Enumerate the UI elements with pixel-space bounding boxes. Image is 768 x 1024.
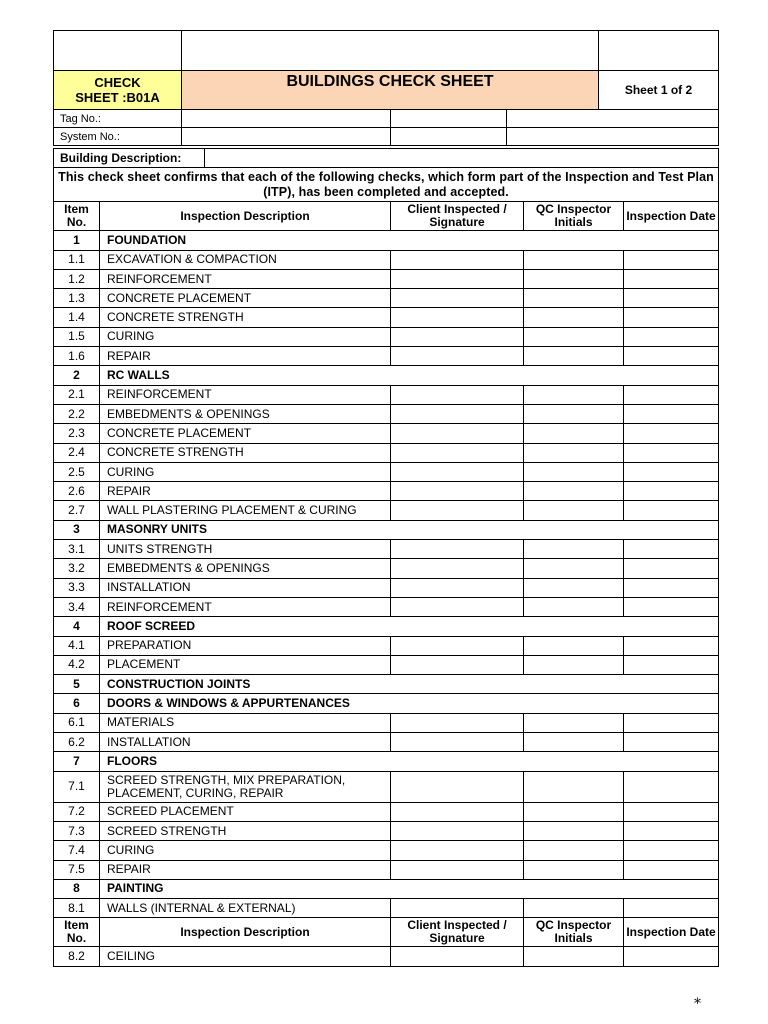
qc-initials-field[interactable] bbox=[524, 860, 624, 879]
table-row bbox=[54, 424, 719, 443]
qc-initials-field[interactable] bbox=[524, 404, 624, 423]
inspection-description: EMBEDMENTS & OPENINGS bbox=[100, 559, 391, 578]
table-row bbox=[54, 899, 719, 918]
col-header-qc-initials: QC Inspector Initials bbox=[524, 918, 624, 947]
table-row bbox=[54, 771, 719, 802]
inspection-date-field[interactable] bbox=[624, 269, 719, 288]
system-no-label: System No.: bbox=[54, 128, 182, 146]
client-signature-field[interactable] bbox=[391, 559, 524, 578]
item-number: 2.6 bbox=[54, 482, 100, 501]
tag-no-field[interactable] bbox=[182, 110, 391, 128]
inspection-date-field[interactable] bbox=[624, 462, 719, 481]
col-header-item-no: Item No. bbox=[54, 918, 100, 947]
qc-initials-field[interactable] bbox=[524, 578, 624, 597]
item-number: 3 bbox=[54, 520, 100, 539]
client-signature-field[interactable] bbox=[391, 482, 524, 501]
client-signature-field[interactable] bbox=[391, 443, 524, 462]
col-header-item-no: Item No. bbox=[54, 202, 100, 231]
table-row bbox=[54, 713, 719, 732]
inspection-date-field[interactable] bbox=[624, 308, 719, 327]
item-number: 6 bbox=[54, 694, 100, 713]
inspection-description: SCREED STRENGTH bbox=[100, 821, 391, 840]
inspection-description: SCREED STRENGTH, MIX PREPARATION, PLACEMENT, CURING, REPAIR bbox=[100, 771, 391, 802]
table-row bbox=[54, 733, 719, 752]
col-header-client-inspected: Client Inspected / Signature bbox=[391, 202, 524, 231]
item-number: 6.1 bbox=[54, 713, 100, 732]
table-row bbox=[54, 578, 719, 597]
inspection-date-field[interactable] bbox=[624, 443, 719, 462]
table-row bbox=[54, 860, 719, 879]
client-signature-field[interactable] bbox=[391, 771, 524, 802]
table-row bbox=[54, 540, 719, 559]
section-row bbox=[54, 879, 719, 898]
section-row bbox=[54, 617, 719, 636]
client-signature-field[interactable] bbox=[391, 540, 524, 559]
inspection-date-field[interactable] bbox=[624, 482, 719, 501]
table-row bbox=[54, 289, 719, 308]
item-number: 2.1 bbox=[54, 385, 100, 404]
client-signature-field[interactable] bbox=[391, 327, 524, 346]
client-signature-field[interactable] bbox=[391, 347, 524, 366]
qc-initials-field[interactable] bbox=[524, 802, 624, 821]
inspection-description: CEILING bbox=[100, 947, 391, 966]
item-number: 6.2 bbox=[54, 733, 100, 752]
item-number: 4 bbox=[54, 617, 100, 636]
tag-no-field-2[interactable] bbox=[391, 110, 507, 128]
client-signature-field[interactable] bbox=[391, 269, 524, 288]
qc-initials-field[interactable] bbox=[524, 597, 624, 616]
inspection-date-field[interactable] bbox=[624, 636, 719, 655]
inspection-description: REINFORCEMENT bbox=[100, 597, 391, 616]
building-description-label: Building Description: bbox=[54, 149, 205, 168]
qc-initials-field[interactable] bbox=[524, 841, 624, 860]
item-number: 7.2 bbox=[54, 802, 100, 821]
section-title: CONSTRUCTION JOINTS bbox=[100, 675, 719, 694]
inspection-date-field[interactable] bbox=[624, 821, 719, 840]
item-number: 2.7 bbox=[54, 501, 100, 520]
header-blank-cell bbox=[182, 31, 599, 71]
inspection-description: EMBEDMENTS & OPENINGS bbox=[100, 404, 391, 423]
qc-initials-field[interactable] bbox=[524, 443, 624, 462]
inspection-description: REPAIR bbox=[100, 482, 391, 501]
table-row bbox=[54, 597, 719, 616]
section-title: ROOF SCREED bbox=[100, 617, 719, 636]
table-row bbox=[54, 250, 719, 269]
col-header-client-inspected: Client Inspected / Signature bbox=[391, 918, 524, 947]
item-number: 2 bbox=[54, 366, 100, 385]
section-row bbox=[54, 520, 719, 539]
qc-initials-field[interactable] bbox=[524, 385, 624, 404]
table-row bbox=[54, 501, 719, 520]
qc-initials-field[interactable] bbox=[524, 269, 624, 288]
sheet-number: Sheet 1 of 2 bbox=[599, 71, 719, 110]
inspection-date-field[interactable] bbox=[624, 327, 719, 346]
item-number: 4.2 bbox=[54, 655, 100, 674]
table-row bbox=[54, 308, 719, 327]
item-number: 4.1 bbox=[54, 636, 100, 655]
inspection-date-field[interactable] bbox=[624, 540, 719, 559]
client-signature-field[interactable] bbox=[391, 733, 524, 752]
inspection-description: CONCRETE STRENGTH bbox=[100, 443, 391, 462]
inspection-date-field[interactable] bbox=[624, 424, 719, 443]
col-header-inspection-date: Inspection Date bbox=[624, 202, 719, 231]
col-header-inspection-date: Inspection Date bbox=[624, 918, 719, 947]
system-no-field[interactable] bbox=[182, 128, 391, 146]
system-no-field-2[interactable] bbox=[391, 128, 507, 146]
qc-initials-field[interactable] bbox=[524, 327, 624, 346]
header-table bbox=[53, 30, 719, 146]
section-row bbox=[54, 366, 719, 385]
item-number: 3.4 bbox=[54, 597, 100, 616]
inspection-date-field[interactable] bbox=[624, 947, 719, 966]
item-number: 1.5 bbox=[54, 327, 100, 346]
inspection-description: CURING bbox=[100, 462, 391, 481]
inspection-date-field[interactable] bbox=[624, 385, 719, 404]
inspection-date-field[interactable] bbox=[624, 713, 719, 732]
inspection-description: CONCRETE STRENGTH bbox=[100, 308, 391, 327]
item-number: 1.4 bbox=[54, 308, 100, 327]
table-row bbox=[54, 947, 719, 966]
header-right-blank bbox=[599, 31, 719, 71]
footer-mark: * bbox=[694, 996, 701, 1012]
client-signature-field[interactable] bbox=[391, 250, 524, 269]
item-number: 2.5 bbox=[54, 462, 100, 481]
inspection-description: REPAIR bbox=[100, 347, 391, 366]
table-row bbox=[54, 347, 719, 366]
system-no-field-3[interactable] bbox=[507, 128, 719, 146]
inspection-date-field[interactable] bbox=[624, 655, 719, 674]
check-sheet-id bbox=[54, 71, 182, 110]
qc-initials-field[interactable] bbox=[524, 289, 624, 308]
item-number: 1 bbox=[54, 231, 100, 250]
section-row bbox=[54, 231, 719, 250]
client-signature-field[interactable] bbox=[391, 501, 524, 520]
section-title: RC WALLS bbox=[100, 366, 719, 385]
inspection-date-field[interactable] bbox=[624, 578, 719, 597]
client-signature-field[interactable] bbox=[391, 385, 524, 404]
client-signature-field[interactable] bbox=[391, 713, 524, 732]
inspection-date-field[interactable] bbox=[624, 250, 719, 269]
qc-initials-field[interactable] bbox=[524, 347, 624, 366]
client-signature-field[interactable] bbox=[391, 597, 524, 616]
col-header-description: Inspection Description bbox=[100, 202, 391, 231]
client-signature-field[interactable] bbox=[391, 821, 524, 840]
qc-initials-field[interactable] bbox=[524, 947, 624, 966]
item-number: 2.3 bbox=[54, 424, 100, 443]
section-title: MASONRY UNITS bbox=[100, 520, 719, 539]
inspection-description: CURING bbox=[100, 841, 391, 860]
item-number: 1.2 bbox=[54, 269, 100, 288]
tag-no-label: Tag No.: bbox=[54, 110, 182, 128]
inspection-date-field[interactable] bbox=[624, 771, 719, 802]
qc-initials-field[interactable] bbox=[524, 655, 624, 674]
table-row bbox=[54, 327, 719, 346]
client-signature-field[interactable] bbox=[391, 289, 524, 308]
section-title: DOORS & WINDOWS & APPURTENANCES bbox=[100, 694, 719, 713]
inspection-description: WALLS (INTERNAL & EXTERNAL) bbox=[100, 899, 391, 918]
item-number: 5 bbox=[54, 675, 100, 694]
inspection-date-field[interactable] bbox=[624, 501, 719, 520]
section-row bbox=[54, 694, 719, 713]
client-signature-field[interactable] bbox=[391, 860, 524, 879]
section-row bbox=[54, 675, 719, 694]
col-header-qc-initials: QC Inspector Initials bbox=[524, 202, 624, 231]
inspection-date-field[interactable] bbox=[624, 404, 719, 423]
inspection-description: REINFORCEMENT bbox=[100, 269, 391, 288]
inspection-date-field[interactable] bbox=[624, 802, 719, 821]
qc-initials-field[interactable] bbox=[524, 540, 624, 559]
inspection-date-field[interactable] bbox=[624, 841, 719, 860]
client-signature-field[interactable] bbox=[391, 424, 524, 443]
inspection-date-field[interactable] bbox=[624, 597, 719, 616]
inspection-description: CONCRETE PLACEMENT bbox=[100, 424, 391, 443]
inspection-description: PLACEMENT bbox=[100, 655, 391, 674]
qc-initials-field[interactable] bbox=[524, 308, 624, 327]
qc-initials-field[interactable] bbox=[524, 821, 624, 840]
inspection-date-field[interactable] bbox=[624, 289, 719, 308]
item-number: 7 bbox=[54, 752, 100, 771]
qc-initials-field[interactable] bbox=[524, 250, 624, 269]
client-signature-field[interactable] bbox=[391, 655, 524, 674]
building-description-field[interactable] bbox=[205, 149, 719, 168]
qc-initials-field[interactable] bbox=[524, 462, 624, 481]
tag-no-field-3[interactable] bbox=[507, 110, 719, 128]
inspection-description: EXCAVATION & COMPACTION bbox=[100, 250, 391, 269]
inspection-description: REINFORCEMENT bbox=[100, 385, 391, 404]
item-number: 8.2 bbox=[54, 947, 100, 966]
item-number: 3.1 bbox=[54, 540, 100, 559]
table-row bbox=[54, 482, 719, 501]
item-number: 1.1 bbox=[54, 250, 100, 269]
client-signature-field[interactable] bbox=[391, 636, 524, 655]
qc-initials-field[interactable] bbox=[524, 501, 624, 520]
inspection-table bbox=[53, 148, 719, 967]
inspection-date-field[interactable] bbox=[624, 733, 719, 752]
section-title: FLOORS bbox=[100, 752, 719, 771]
client-signature-field[interactable] bbox=[391, 841, 524, 860]
inspection-description: INSTALLATION bbox=[100, 733, 391, 752]
column-header-row bbox=[54, 202, 719, 231]
client-signature-field[interactable] bbox=[391, 947, 524, 966]
inspection-description: REPAIR bbox=[100, 860, 391, 879]
qc-initials-field[interactable] bbox=[524, 899, 624, 918]
inspection-description: INSTALLATION bbox=[100, 578, 391, 597]
inspection-description: CURING bbox=[100, 327, 391, 346]
item-number: 3.2 bbox=[54, 559, 100, 578]
item-number: 7.3 bbox=[54, 821, 100, 840]
item-number: 8 bbox=[54, 879, 100, 898]
client-signature-field[interactable] bbox=[391, 404, 524, 423]
client-signature-field[interactable] bbox=[391, 899, 524, 918]
qc-initials-field[interactable] bbox=[524, 559, 624, 578]
section-title: FOUNDATION bbox=[100, 231, 719, 250]
item-number: 8.1 bbox=[54, 899, 100, 918]
inspection-date-field[interactable] bbox=[624, 899, 719, 918]
table-row bbox=[54, 404, 719, 423]
document-title: BUILDINGS CHECK SHEET bbox=[182, 71, 599, 110]
client-signature-field[interactable] bbox=[391, 802, 524, 821]
qc-initials-field[interactable] bbox=[524, 482, 624, 501]
item-number: 7.5 bbox=[54, 860, 100, 879]
table-row bbox=[54, 841, 719, 860]
qc-initials-field[interactable] bbox=[524, 424, 624, 443]
client-signature-field[interactable] bbox=[391, 578, 524, 597]
column-header-row bbox=[54, 918, 719, 947]
item-number: 7.4 bbox=[54, 841, 100, 860]
item-number: 3.3 bbox=[54, 578, 100, 597]
table-row bbox=[54, 636, 719, 655]
qc-initials-field[interactable] bbox=[524, 733, 624, 752]
table-row bbox=[54, 385, 719, 404]
check-sheet-label: CHECK SHEET :B01A bbox=[75, 75, 160, 105]
table-row bbox=[54, 462, 719, 481]
section-row bbox=[54, 752, 719, 771]
inspection-description: CONCRETE PLACEMENT bbox=[100, 289, 391, 308]
inspection-date-field[interactable] bbox=[624, 559, 719, 578]
qc-initials-field[interactable] bbox=[524, 771, 624, 802]
inspection-description: MATERIALS bbox=[100, 713, 391, 732]
table-row bbox=[54, 269, 719, 288]
client-signature-field[interactable] bbox=[391, 462, 524, 481]
qc-initials-field[interactable] bbox=[524, 713, 624, 732]
inspection-description: PREPARATION bbox=[100, 636, 391, 655]
item-number: 1.6 bbox=[54, 347, 100, 366]
client-signature-field[interactable] bbox=[391, 308, 524, 327]
table-row bbox=[54, 655, 719, 674]
col-header-description: Inspection Description bbox=[100, 918, 391, 947]
table-row bbox=[54, 821, 719, 840]
inspection-description: SCREED PLACEMENT bbox=[100, 802, 391, 821]
intro-statement: This check sheet confirms that each of the following checks, which form part of the Inspection and Test Plan (ITP), has been completed and accepted. bbox=[54, 168, 719, 202]
inspection-description: WALL PLASTERING PLACEMENT & CURING bbox=[100, 501, 391, 520]
logo-cell bbox=[54, 31, 182, 71]
inspection-description: UNITS STRENGTH bbox=[100, 540, 391, 559]
section-title: PAINTING bbox=[100, 879, 719, 898]
item-number: 7.1 bbox=[54, 771, 100, 802]
inspection-date-field[interactable] bbox=[624, 860, 719, 879]
item-number: 1.3 bbox=[54, 289, 100, 308]
item-number: 2.4 bbox=[54, 443, 100, 462]
qc-initials-field[interactable] bbox=[524, 636, 624, 655]
table-row bbox=[54, 802, 719, 821]
inspection-date-field[interactable] bbox=[624, 347, 719, 366]
table-row bbox=[54, 559, 719, 578]
item-number: 2.2 bbox=[54, 404, 100, 423]
table-row bbox=[54, 443, 719, 462]
